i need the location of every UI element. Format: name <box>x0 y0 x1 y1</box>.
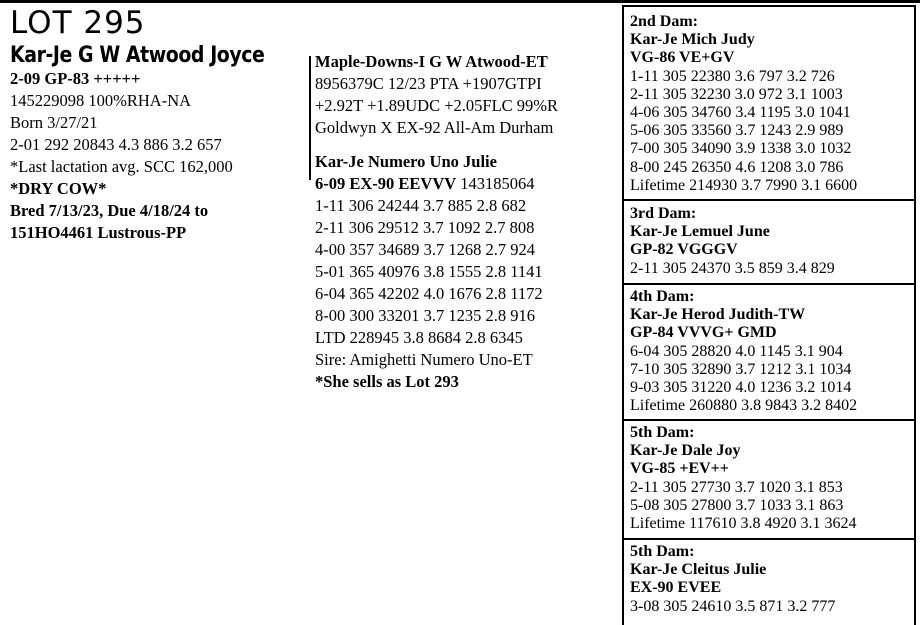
dam-record: 2-11 305 32230 3.0 972 3.1 1003 <box>630 85 843 103</box>
dam-5th <box>630 424 857 533</box>
divider <box>624 419 914 421</box>
dam-sale-note: *She sells as Lot 293 <box>315 372 459 391</box>
divider <box>624 199 914 201</box>
dam-record: 5-01 365 40976 3.8 1555 2.8 1141 <box>315 262 543 281</box>
dam-classification: EX-90 EVEE <box>630 579 722 597</box>
production-record: 2-01 292 20843 4.3 886 3.2 657 <box>10 135 222 154</box>
animal-details <box>10 68 233 244</box>
dam-class-score: 6-09 EX-90 EEVVV <box>315 174 457 193</box>
dam-name: Kar-Je Mich Judy <box>630 31 755 49</box>
dam-record: 2-11 305 27730 3.7 1020 3.1 853 <box>630 478 843 496</box>
dam-lifetime: Lifetime 260880 3.8 9843 3.2 8402 <box>630 397 858 415</box>
sire-proof: 8956379C 12/23 PTA +1907GTPI <box>315 74 542 93</box>
dam-heading: 3rd Dam: <box>630 205 697 222</box>
birth-date: Born 3/27/21 <box>10 113 98 132</box>
sire-dam-section <box>315 51 558 393</box>
dam-record: 6-04 305 28820 4.0 1145 3.1 904 <box>630 342 843 360</box>
sire-name: Maple-Downs-I G W Atwood-ET <box>315 52 548 71</box>
dam-heading: 2nd Dam: <box>630 13 699 30</box>
dam-record: 9-03 305 31220 4.0 1236 3.2 1014 <box>630 379 852 397</box>
dam-record: 5-08 305 27800 3.7 1033 3.1 863 <box>630 496 844 514</box>
breeding-info: Bred 7/13/23, Due 4/18/24 to <box>10 201 209 220</box>
dam-registration: 143185064 <box>456 174 535 193</box>
dam-record: 7-10 305 32890 3.7 1212 3.1 1034 <box>630 360 852 378</box>
dam-record: 8-00 245 26350 4.6 1208 3.0 786 <box>630 158 844 176</box>
divider <box>624 538 914 540</box>
dam-record: 3-08 305 24610 3.5 871 3.2 777 <box>630 597 836 615</box>
dry-cow-note: *DRY COW* <box>10 179 107 198</box>
dam-5th-second <box>630 543 835 616</box>
dam-classification: GP-84 VVVG+ GMD <box>630 324 777 342</box>
dam-name: Kar-Je Lemuel June <box>630 223 770 241</box>
dam-record: 4-00 357 34689 3.7 1268 2.7 924 <box>315 240 535 259</box>
sire-pedigree: Goldwyn X EX-92 All-Am Durham <box>315 118 554 137</box>
dam-2nd <box>630 13 857 195</box>
dam-classification: VG-86 VE+GV <box>630 49 735 67</box>
dam-heading: 5th Dam: <box>630 543 695 560</box>
sire-traits: +2.92T +1.89UDC +2.05FLC 99%R <box>315 96 559 115</box>
dam-record: 5-06 305 33560 3.7 1243 2.9 989 <box>630 122 844 140</box>
top-rule <box>0 0 920 3</box>
dam-heading: 5th Dam: <box>630 424 695 441</box>
animal-name: Kar-Je G W Atwood Joyce <box>10 43 265 68</box>
dam-classification: GP-82 VGGGV <box>630 241 738 259</box>
dam-record: 6-04 365 42202 4.0 1676 2.8 1172 <box>315 284 543 303</box>
dam-record: 4-06 305 34760 3.4 1195 3.0 1041 <box>630 104 851 122</box>
dam-record: 1-11 306 24244 3.7 885 2.8 682 <box>315 196 527 215</box>
dam-lifetime: Lifetime 117610 3.8 4920 3.1 3624 <box>630 515 857 533</box>
dam-name: Kar-Je Herod Judith-TW <box>630 306 806 324</box>
lot-number: LOT 295 <box>10 5 146 41</box>
age-classification: 2-09 GP-83 +++++ <box>10 69 141 88</box>
dam-classification: VG-85 +EV++ <box>630 460 729 478</box>
dam-record: 8-00 300 33201 3.7 1235 2.8 916 <box>315 306 535 325</box>
pedigree-bracket <box>309 56 311 180</box>
dam-lifetime: LTD 228945 3.8 8684 2.8 6345 <box>315 328 523 347</box>
dam-record: 2-11 306 29512 3.7 1092 2.7 808 <box>315 218 535 237</box>
divider <box>624 283 914 285</box>
service-sire: 151HO4461 Lustrous-PP <box>10 223 187 242</box>
dam-lifetime: Lifetime 214930 3.7 7990 3.1 6600 <box>630 176 858 194</box>
dam-4th <box>630 288 857 415</box>
dam-3rd <box>630 205 835 278</box>
dam-name: Kar-Je Cleitus Julie <box>630 561 767 579</box>
registration-number: 145229098 100%RHA-NA <box>10 91 192 110</box>
dam-record: 7-00 305 34090 3.9 1338 3.0 1032 <box>630 140 852 158</box>
dam-classification <box>315 173 558 195</box>
dam-record: 1-11 305 22380 3.6 797 3.2 726 <box>630 67 835 85</box>
scc-note: *Last lactation avg. SCC 162,000 <box>10 157 233 176</box>
dam-name: Kar-Je Numero Uno Julie <box>315 152 497 171</box>
dam-sire: Sire: Amighetti Numero Uno-ET <box>315 350 533 369</box>
dam-heading: 4th Dam: <box>630 288 695 305</box>
dam-record: 2-11 305 24370 3.5 859 3.4 829 <box>630 259 835 277</box>
ancestral-dams-box <box>622 5 916 625</box>
dam-name: Kar-Je Dale Joy <box>630 442 741 460</box>
